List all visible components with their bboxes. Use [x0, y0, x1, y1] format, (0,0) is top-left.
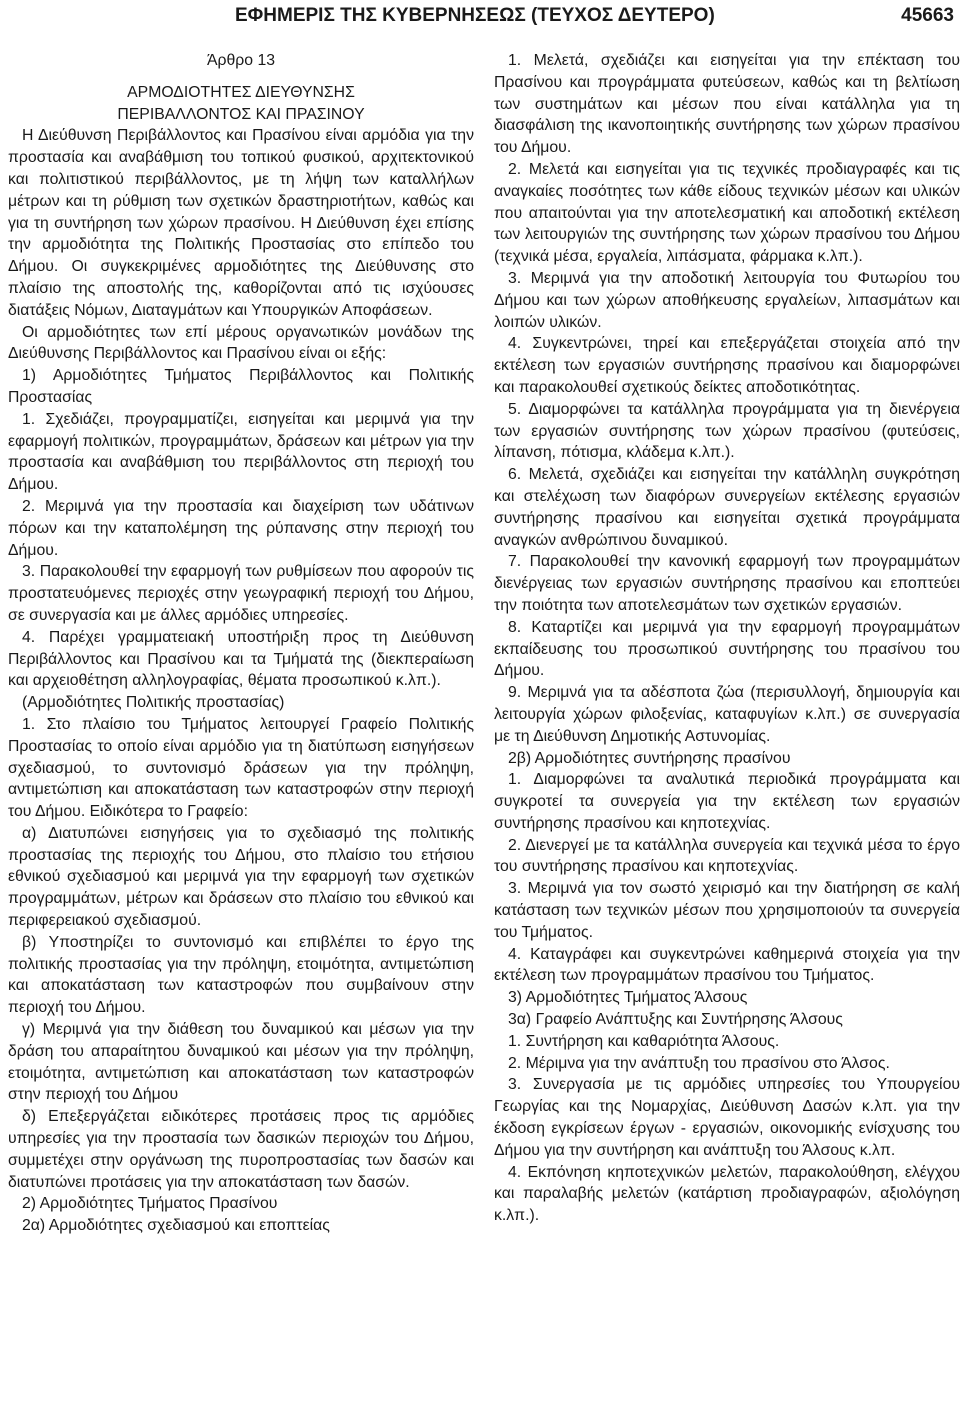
paragraph: 1. Διαμορφώνει τα αναλυτικά περιοδικά προγράμματα και συγκροτεί τα συνεργεία για την εκτέλεση των εργασιών συντήρησης πρασίνου και κηποτεχνίας. — [494, 771, 960, 832]
paragraph: 7. Παρακολουθεί την κανονική εφαρμογή των προγραμμάτων διενέργειας των εργασιών συντήρησης πρασίνου και εποπτεύει την ποιότητα των αποτελεσμάτων των σχετικών εργασιών. — [494, 553, 960, 614]
article-heading-line-2: ΠΕΡΙΒΑΛΛΟΝΤΟΣ ΚΑΙ ΠΡΑΣΙΝΟΥ — [117, 105, 365, 123]
section-heading: 2β) Αρμοδιότητες συντήρησης πρασίνου — [508, 749, 791, 767]
paragraph: 3. Παρακολουθεί την εφαρμογή των ρυθμίσεων που αφορούν τις προστατευόμενες περιοχές στην γεωγραφική περιοχή του Δήμου, σε συνεργασία και με άλλες αρμόδιες υπηρεσίες. — [8, 563, 474, 624]
paragraph: 3. Μεριμνά για την αποδοτική λειτουργία του Φυτωρίου του Δήμου και των χώρων αποθήκευσης εργαλείων, λιπασμάτων και λοιπών υλικών. — [494, 269, 960, 331]
paragraph: 2. Μελετά και εισηγείται για τις τεχνικές προδιαγραφές και τις αναγκαίες ποσότητες των κάθε είδους τεχνικών μέσων και υλικών που απαιτούνται για την αποτελεσματική και αποδοτική εκτέλεση των λειτουργιών της συντήρησης των χώρων πρασίνου του Δήμου (τεχνικά μέσα, εργαλεία, λιπάσματα, φάρμακα κ.λπ.). — [494, 160, 960, 266]
article-heading-line-1: ΑΡΜΟΔΙΟΤΗΤΕΣ ΔΙΕΥΘΥΝΣΗΣ — [127, 83, 355, 101]
paragraph: β) Υποστηρίζει το συντονισμό και επιβλέπει το έργο της πολιτικής προστασίας για την πρόληψη, ετοιμότητα, αντιμετώπιση και αποκατάσταση των καταστροφών που συμβαίνουν στην περιοχή του Δήμου. — [8, 933, 474, 1017]
paragraph: 1. Σχεδιάζει, προγραμματίζει, εισηγείται και μεριμνά για την εφαρμογή πολιτικών, προγραμμάτων, δράσεων και μέτρων για την προστασία και αναβάθμιση του περιβάλλοντος στη περιοχή του Δήμου. — [8, 410, 474, 494]
gazette-title: ΕΦΗΜΕΡΙΣ ΤΗΣ ΚΥΒΕΡΝΗΣΕΩΣ (ΤΕΥΧΟΣ ΔΕΥΤΕΡΟ) — [235, 5, 715, 26]
paragraph: 4. Εκπόνηση κηποτεχνικών μελετών, παρακολούθηση, ελέγχου και παραλαβής μελετών (κατάρτιση προδιαγραφών, αξιολόγηση κ.λπ.). — [494, 1163, 960, 1225]
paragraph: Οι αρμοδιότητες των επί μέρους οργανωτικών μονάδων της Διεύθυνσης Περιβάλλοντος και Πρασίνου είναι οι εξής: — [8, 323, 474, 363]
right-column — [494, 50, 960, 1227]
paragraph: 2. Μέριμνα για την ανάπτυξη του πρασίνου στο Άλσος. — [508, 1054, 890, 1072]
paragraph: 1. Συντήρηση και καθαριότητα Άλσους. — [508, 1032, 780, 1050]
paragraph: 4. Παρέχει γραμματειακή υποστήριξη προς τη Διεύθυνση Περιβάλλοντος και Πρασίνου και τα Τμήματά της (διεκπεραίωση και αρχειοθέτηση αλληλογραφίας, θέματα προσωπικού κ.λπ.). — [8, 628, 474, 690]
left-column — [8, 50, 474, 1237]
paragraph: 4. Συγκεντρώνει, τηρεί και επεξεργάζεται στοιχεία από την εκτέλεση των εργασιών συντήρησης πρασίνου και διαμορφώνει και παρακολουθεί σχετικούς δείκτες αποδοτικότητας. — [494, 335, 960, 396]
article-number: Άρθρο 13 — [206, 52, 276, 69]
paragraph: 9. Μεριμνά για τα αδέσποτα ζώα (περισυλλογή, δημιουργία και λειτουργία χώρων φιλοξενίας, καταφυγίων κ.λπ.) σε συνεργασία με τη Διεύθυνση Δημοτικής Αστυνομίας. — [494, 684, 960, 745]
paragraph: 1. Μελετά, σχεδιάζει και εισηγείται για την επέκταση του Πρασίνου και προγράμματα φυτεύσεων, καθώς και τη βελτίωση των συστημάτων και μέσων που είναι κατάλληλα για τη διασφάλιση της ικανοποιητικής συντήρησης των χώρων πρασίνου του Δήμου. — [494, 52, 960, 157]
section-heading: 2α) Αρμοδιότητες σχεδιασμού και εποπτείας — [22, 1217, 330, 1235]
paragraph: 3. Μεριμνά για τον σωστό χειρισμό και την διατήρηση σε καλή κατάσταση των τεχνικών μέσων που χρησιμοποιούν τα συνεργεία του Τμήματος. — [494, 880, 960, 941]
paragraph: α) Διατυπώνει εισηγήσεις για το σχεδιασμό της πολιτικής προστασίας της περιοχής του Δήμου, στο πλαίσιο του ετήσιου εθνικού σχεδιασμού και μεριμνά για την εφαρμογή των σχετικών προγραμμάτων, μέτρων και δράσεων στο πλαίσιο του εθνικού και περιφερειακού σχεδιασμού. — [8, 824, 474, 930]
section-heading: 3) Αρμοδιότητες Τμήματος Άλσους — [508, 989, 748, 1007]
page-header — [0, 4, 960, 28]
paragraph: 6. Μελετά, σχεδιάζει και εισηγείται την κατάλληλη συγκρότηση και στελέχωση των διαφόρων συνεργείων εκτέλεσης εργασιών συντήρησης πρασίνου και εισηγείται σχετικά προγράμματα αναγκών ανθρώπινου δυναμικού. — [494, 466, 960, 549]
section-heading: 1) Αρμοδιότητες Τμήματος Περιβάλλοντος και Πολιτικής Προστασίας — [8, 367, 474, 406]
paragraph: δ) Επεξεργάζεται ειδικότερες προτάσεις προς τις αρμόδιες υπηρεσίες για την προστασία των δασικών περιοχών του Δήμου, συμμετέχει στην οργάνωση της πυροπροστασίας των δασών και διατυπώνει προτάσεις για την αποκατάσταση των δασών. — [8, 1108, 474, 1191]
section-heading: 3α) Γραφείο Ανάπτυξης και Συντήρησης Άλσους — [508, 1011, 843, 1029]
section-heading: (Αρμοδιότητες Πολιτικής προστασίας) — [22, 694, 285, 712]
page-number: 45663 — [901, 5, 954, 26]
paragraph: Η Διεύθυνση Περιβάλλοντος και Πρασίνου είναι αρμόδια για την προστασία και αναβάθμιση του τοπικού φυσικού, αρχιτεκτονικού και πολιτιστικού περιβάλλοντος, με τη λήψη των καταλλήλων μέτρων και τη ρύθμιση των σχετικών δραστηριοτήτων, καθώς και για τη συντήρηση των χώρων πρασίνου. Η Διεύθυνση έχει επίσης την αρμοδιότητα της Πολιτικής Προστασίας στο επίπεδο του Δήμου. Οι συγκεκριμένες αρμοδιότητες της Διεύθυνσης στο πλαίσιο της αποστολής της, καθορίζονται από τις ισχύουσες διατάξεις Νόμων, Διαταγμάτων και Υπουργικών Αποφάσεων. — [8, 127, 474, 319]
paragraph: 5. Διαμορφώνει τα κατάλληλα προγράμματα για τη διενέργεια των εργασιών συντήρησης των χώρων πρασίνου (φυτεύσεις, λίπανση, πότισμα, κλάδεμα κ.λπ.). — [494, 400, 960, 462]
section-heading: 2) Αρμοδιότητες Τμήματος Πρασίνου — [22, 1195, 278, 1213]
paragraph: 1. Στο πλαίσιο του Τμήματος λειτουργεί Γραφείο Πολιτικής Προστασίας το οποίο είναι αρμόδιο για τη διατύπωση εισηγήσεων σχεδιασμού, το συντονισμό δράσεων για την πρόληψη, αντιμετώπιση και αποκατάσταση των καταστροφών στην περιοχή του Δήμου. Ειδικότερα το Γραφείο: — [8, 715, 474, 821]
paragraph: 8. Καταρτίζει και μεριμνά για την εφαρμογή προγραμμάτων εκπαίδευσης του προσωπικού συντήρησης του πρασίνου του Δήμου. — [494, 618, 960, 680]
paragraph: 2. Μεριμνά για την προστασία και διαχείριση των υδάτινων πόρων και την καταπολέμηση της ρύπανσης στην περιοχή του Δήμου. — [8, 497, 474, 559]
paragraph: 2. Διενεργεί με τα κατάλληλα συνεργεία και τεχνικά μέσα το έργο του συντήρησης πρασίνου και κηποτεχνίας. — [494, 836, 960, 876]
paragraph: γ) Μεριμνά για την διάθεση του δυναμικού και μέσων για την δράση του απαραίτητου δυναμικού και μέσων για την πρόληψη, ετοιμότητα, αντιμετώπιση και αποκατάσταση των καταστροφών στην περιοχή του Δήμου — [8, 1021, 474, 1104]
paragraph: 4. Καταγράφει και συγκεντρώνει καθημερινά στοιχεία για την εκτέλεση των προγραμμάτων πρασίνου του Τμήματος. — [494, 945, 960, 985]
paragraph: 3. Συνεργασία με τις αρμόδιες υπηρεσίες του Υπουργείου Γεωργίας και της Νομαρχίας, Διεύθυνση Δασών κ.λπ. για την έκδοση εγκρίσεων έργων - εργασιών, οικονομικής ενίσχυσης του Δήμου για την συντήρηση και ανάπτυξη του Άλσους κ.λπ. — [494, 1076, 960, 1159]
